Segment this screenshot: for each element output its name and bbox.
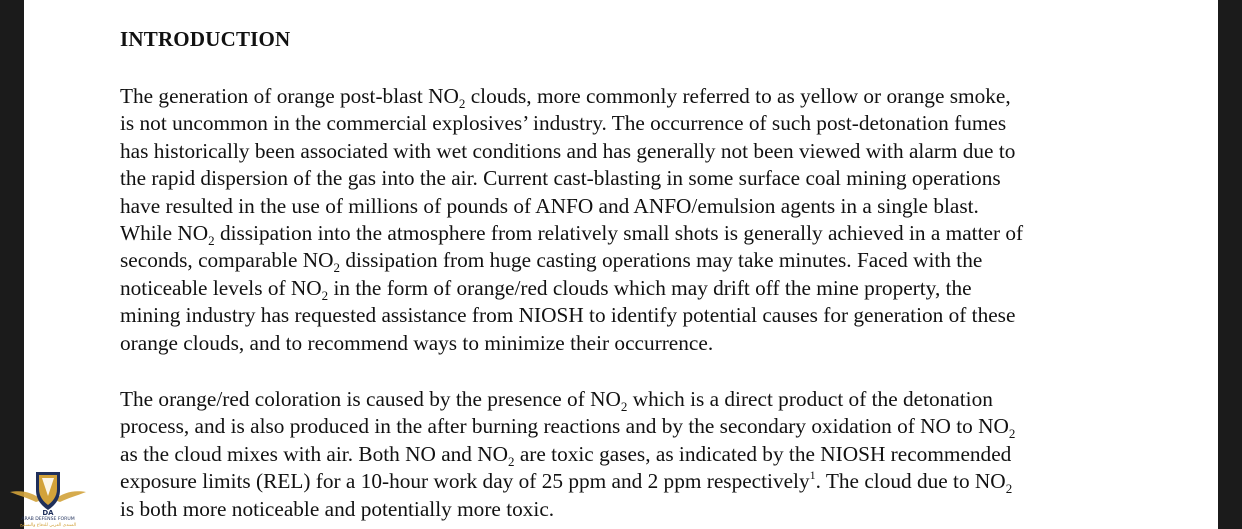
arab-defense-forum-watermark-logo (8, 462, 88, 528)
subscript: 2 (333, 260, 340, 276)
subscript: 2 (1005, 481, 1013, 497)
subscript: 2 (620, 399, 628, 414)
text-line: is not uncommon in the commercial explosives’ industry. The occurrence of such post-detonation fumes (120, 111, 1007, 136)
text-line: the rapid dispersion of the gas into the air. Current cast-blasting in some surface coal mining operations (120, 166, 1001, 191)
paragraph-1 (120, 83, 1023, 357)
footnote-reference[interactable]: 1 (809, 468, 816, 483)
document-page (24, 0, 1218, 529)
text-line: The generation of orange post-blast $NO_2$ clouds, more commonly referred to as yellow or orange smoke, (120, 84, 1011, 111)
text-line: has historically been associated with wet conditions and has generally not been viewed with alarm due to (120, 138, 1016, 163)
text-line: seconds, comparable $NO_2$ dissipation from huge casting operations may take minutes. Faced with the (120, 248, 983, 276)
logo-initials: DA (42, 509, 54, 517)
text-line: While $NO_2$ dissipation into the atmosphere from relatively small shots is generally achieved in a matter of (120, 220, 1024, 248)
paragraph-2 (120, 386, 1015, 523)
text-line: The orange/red coloration is caused by the presence of $NO_2$ which is a direct product of the detonation (120, 387, 993, 414)
text-line: is both more noticeable and potentially more toxic. (120, 496, 555, 521)
subscript: 2 (458, 96, 466, 111)
text-line: noticeable levels of $NO_2$ in the form of orange/red clouds which may drift off the mine property, the (120, 275, 972, 303)
subscript: 2 (321, 287, 329, 303)
text-line: orange clouds, and to recommend ways to minimize their occurrence. (120, 330, 714, 355)
text-line: process, and is also produced in the after burning reactions and by the secondary oxidation of NO to $NO_2$ (120, 414, 1016, 442)
logo-name: ARAB DEFENSE FORUM (21, 517, 75, 522)
text-line: as the cloud mixes with air. Both NO and $NO_2$ are toxic gases, as indicated by the NIOSH recommended (120, 441, 1012, 469)
text-line: exposure limits (REL) for a 10-hour work day of 25 ppm and 2 ppm respectively$^1$. The cloud due to $NO_2$ (120, 468, 1013, 497)
subscript: 2 (508, 453, 515, 469)
subscript: 2 (1008, 426, 1016, 442)
text-line: mining industry has requested assistance from NIOSH to identify potential causes for generation of these (120, 303, 1016, 328)
section-heading: INTRODUCTION (120, 27, 291, 51)
subscript: 2 (208, 232, 215, 248)
logo-arabic: المنتدى العربي للدفاع والتسليح (19, 523, 77, 528)
text-line: have resulted in the use of millions of pounds of ANFO and ANFO/emulsion agents in a single blast. (120, 193, 979, 218)
